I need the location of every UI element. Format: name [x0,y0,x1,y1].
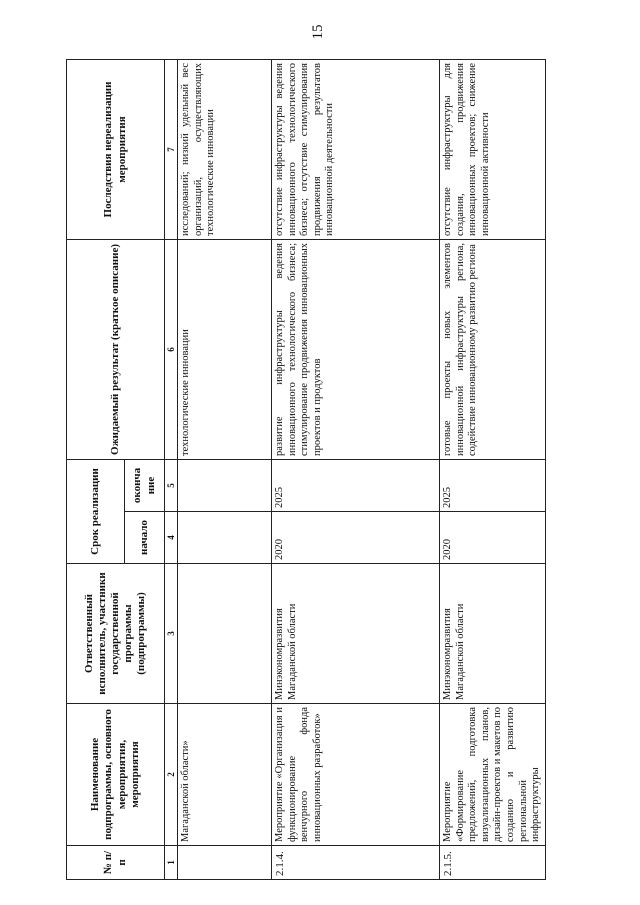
row-num: 2.1.4. [272,846,440,880]
table-row [178,59,272,879]
header-term: Срок реализации [67,459,125,563]
col-number: 1 [165,846,178,880]
row-start: 2020 [440,512,546,564]
row-executor: Минэкономразвития Магаданской области [272,564,440,704]
row-num: 2.1.5. [440,846,546,880]
row-result: развитие инфраструктуры ведения инновационного технологического бизнеса; стимулирование продвижения инновационных проектов и продуктов [272,239,440,459]
row-num [178,846,272,880]
row-consequence: исследований; низкий удельный вес организаций, осуществляющих технологические инновации [178,59,272,239]
row-result: готовые проекты новых элементов инновационной инфраструктуры региона, содействие инновационному развитию региона [440,239,546,459]
header-row [67,59,125,879]
row-result: технологические инновации [178,239,272,459]
row-start: 2020 [272,512,440,564]
table-row [272,59,440,879]
table-rotated-container [66,60,542,880]
numbering-row [165,59,178,879]
row-end: 2025 [440,459,546,511]
table-row [440,59,546,879]
header-consequence: Последствия нереализации мероприятия [67,59,165,239]
row-executor: Минэкономразвития Магаданской области [440,564,546,704]
col-number: 2 [165,704,178,846]
col-number: 5 [165,459,178,511]
row-consequence: отсутствие инфраструктуры ведения инновационного технологического бизнеса; отсутствие стимулирования продвижения результатов инновационной деятельности [272,59,440,239]
col-number: 4 [165,512,178,564]
measures-table [66,59,546,880]
row-start [178,512,272,564]
col-number: 6 [165,239,178,459]
row-executor [178,564,272,704]
header-end: оконча ние [125,459,165,511]
row-name: Магаданской области» [178,704,272,846]
header-executor: Ответственный исполнитель, участники государственной программы (подпрограммы) [67,564,165,704]
header-result: Ожидаемый результат (краткое описание) [67,239,165,459]
col-number: 7 [165,59,178,239]
row-end [178,459,272,511]
col-number: 3 [165,564,178,704]
row-end: 2025 [272,459,440,511]
row-name: Мероприятие «Организация и функционирование венчурного фонда инновационных разработок» [272,704,440,846]
page-number: 15 [310,24,326,40]
header-start: начало [125,512,165,564]
header-name: Наименование подпрограммы, основного мероприятия, мероприятия [67,704,165,846]
row-consequence: отсутствие инфраструктуры для создания, продвижения инновационных проектов; снижение инновационной активности [440,59,546,239]
row-name: Мероприятие «Формирование предложений, подготовка визуализационных планов, дизайн-проектов и макетов по созданию и развитию региональной инфраструктуры [440,704,546,846]
header-num: № п/п [67,846,165,880]
